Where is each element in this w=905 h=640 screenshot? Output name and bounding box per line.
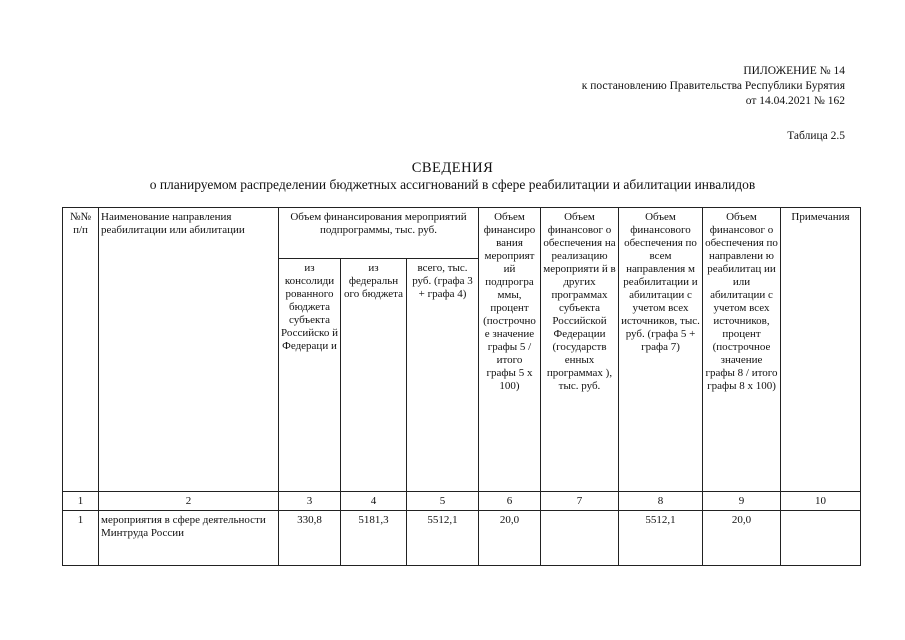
row-federal-budget: 5181,3 <box>341 511 407 566</box>
row-financing-percent: 20,0 <box>479 511 541 566</box>
appendix-block <box>582 64 845 109</box>
column-number: 6 <box>479 492 541 511</box>
row-all-directions: 5512,1 <box>619 511 703 566</box>
header-financing-percent: Объем финансиро вания мероприят ий подпрогра ммы, процент (построчно е значение графы 5 / итого графы 5 x 100) <box>479 208 541 492</box>
header-federal-budget: из федеральн ого бюджета <box>341 259 407 492</box>
row-number: 1 <box>63 511 99 566</box>
column-number: 4 <box>341 492 407 511</box>
header-consolidated-budget: из консолиди рованного бюджета субъекта Российско й Федераци и <box>279 259 341 492</box>
column-numbers-row <box>63 492 861 511</box>
column-number: 1 <box>63 492 99 511</box>
column-number: 3 <box>279 492 341 511</box>
row-direction-name: мероприятия в сфере деятельности Минтруда России <box>99 511 279 566</box>
appendix-title: ПИЛОЖЕНИЕ № 14 <box>743 65 845 77</box>
header-total: всего, тыс. руб. (графа 3 + графа 4) <box>407 259 479 492</box>
row-other-programs <box>541 511 619 566</box>
header-row-1 <box>63 208 861 259</box>
column-number: 8 <box>619 492 703 511</box>
row-consolidated-budget: 330,8 <box>279 511 341 566</box>
document-title: СВЕДЕНИЯ <box>411 160 494 176</box>
row-direction-percent: 20,0 <box>703 511 781 566</box>
column-number: 9 <box>703 492 781 511</box>
header-num: №№ п/п <box>63 208 99 492</box>
header-direction-name: Наименование направления реабилитации или абилитации <box>99 208 279 492</box>
table-row <box>63 511 861 566</box>
column-number: 5 <box>407 492 479 511</box>
header-financing-group: Объем финансирования мероприятий подпрограммы, тыс. руб. <box>279 208 479 259</box>
row-total: 5512,1 <box>407 511 479 566</box>
column-number: 7 <box>541 492 619 511</box>
header-direction-percent: Объем финансовог о обеспечения по направлени ю реабилитац ии или абилитации с учетом всех источников, процент (построчное значение графы 8 / итого графы 8 x 100) <box>703 208 781 492</box>
column-number: 2 <box>99 492 279 511</box>
document-subtitle: о планируемом распределении бюджетных ассигнований в сфере реабилитации и абилитации инвалидов <box>149 177 756 192</box>
table-number: Таблица 2.5 <box>787 130 845 142</box>
budget-table <box>62 207 861 566</box>
appendix-reference: к постановлению Правительства Республики Бурятия <box>581 80 845 92</box>
appendix-date: от 14.04.2021 № 162 <box>745 95 845 107</box>
row-notes <box>781 511 861 566</box>
header-all-directions: Объем финансового обеспечения по всем направления м реабилитации и абилитации с учетом всех источников, тыс. руб. (графа 5 + графа 7) <box>619 208 703 492</box>
column-number: 10 <box>781 492 861 511</box>
header-other-programs: Объем финансовог о обеспечения на реализацию мероприяти й в других программах субъекта Российской Федерации (государств енных программах ), тыс. руб. <box>541 208 619 492</box>
header-notes: Примечания <box>781 208 861 492</box>
